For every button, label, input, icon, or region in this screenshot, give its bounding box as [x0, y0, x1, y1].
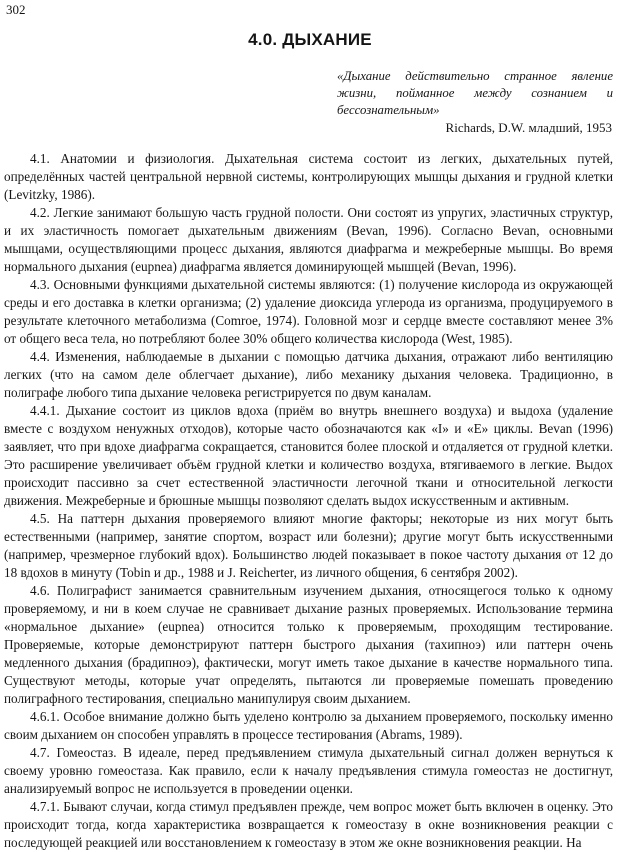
paragraph: 4.6. Полиграфист занимается сравнительным изучением дыхания, относящегося только к одному проверяемому, и ни в коем случае не сравнивает дыхание разных проверяемых. Использование термина «нормальное дыхание» (eupnea) относится только к проверяемым, проходящим тестирование. Проверяемые, которые демонстрируют паттерн быстрого дыхания (тахипноэ) или паттерн очень медленного дыхания (брадипноэ), фактически, могут иметь такое дыхание в качестве нормального типа. Существуют методы, которые учат определять, пытаются ли проверяемые помешать проведению полиграфного тестирования, специально манипулируя своим дыханием. — [4, 583, 613, 706]
paragraph: 4.3. Основными функциями дыхательной системы являются: (1) получение кислорода из окружающей среды и его доставка в клетки организма; (2) удаление диоксида углерода из организма, продуцируемого в результате клеточного метаболизма (Comroe, 1974). Головной мозг и сердце вместе составляют менее 3% от общего веса тела, но потребляют более 30% общего количества кислорода (West, 1985). — [4, 277, 613, 346]
paragraph: 4.4.1. Дыхание состоит из циклов вдоха (приём во внутрь внешнего воздуха) и выдоха (удаление вместе с воздухом ненужных отходов), которые часто обозначаются как «I» и «E» циклы. Bevan (1996) заявляет, что при вдохе диафрагма сокращается, становится более плоской и отдаляется от грудной клетки. Это расширение увеличивает объём грудной клетки и количество воздуха, втягиваемого в легкие. Выдох происходит пассивно за счет естественной эластичности легочной ткани и относительной легкости движения. Межреберные и брюшные мышцы позволяют сделать выдох искусственным и активным. — [4, 403, 613, 508]
paragraph: 4.5. На паттерн дыхания проверяемого влияют многие факторы; некоторые из них могут быть естественными (например, занятие спортом, возраст или болезни); другие могут быть искусственными (например, чрезмерное глубокий вдох). Большинство людей показывает в покое частоту дыхания от 12 до 18 вдохов в минуту (Tobin и др., 1988 и J. Reicherter, из личного общения, 6 сентября 2002). — [4, 511, 613, 580]
paragraph: 4.7. Гомеостаз. В идеале, перед предъявлением стимула дыхательный сигнал должен вернуться к своему уровню гомеостаза. Как правило, если к началу предъявления стимула гомеостаз не достигнут, анализируемый вопрос не используется в проведении оценки. — [4, 745, 613, 796]
epigraph-quote: «Дыхание действительно странное явление жизни, пойманное между сознанием и бессознательным» — [337, 69, 613, 117]
paragraph: 4.7.1. Бывают случаи, когда стимул предъявлен прежде, чем вопрос может быть включен в оценку. Это происходит тогда, когда характеристика возвращается к гомеостазу в окне возникновения реакции с последующей реакцией или восстановлением к гомеостазу в этом же окне возникновения реакции. На — [4, 799, 613, 850]
chapter-title: 4.0. ДЫХАНИЕ — [248, 30, 372, 49]
page-number: 302 — [6, 2, 26, 17]
paragraph: 4.2. Легкие занимают большую часть грудной полости. Они состоят из упругих, эластичных структур, и их эластичность помогает дыхательным движениям (Bevan, 1996). Согласно Bevan, основными мышцами, осуществляющими процесс дыхания, являются диафрагма и межреберные мышцы. Во время нормального дыхания (eupnea) диафрагма является доминирующей мышцей (Bevan, 1996). — [4, 205, 613, 274]
body-text — [4, 150, 613, 852]
paragraph: 4.6.1. Особое внимание должно быть уделено контролю за дыханием проверяемого, поскольку именно своим дыханием он способен управлять в процессе тестирования (Abrams, 1989). — [4, 709, 613, 742]
epigraph-attribution: Richards, D.W. младший, 1953 — [445, 120, 612, 135]
paragraph: 4.1. Анатомии и физиология. Дыхательная система состоит из легких, дыхательных путей, определённых частей центральной нервной системы, контролирующих мышцы дыхания и грудной клетки (Levitzky, 1986). — [4, 151, 613, 202]
paragraph: 4.4. Изменения, наблюдаемые в дыхании с помощью датчика дыхания, отражают либо вентиляцию легких (что на самом деле облегчает дыхание), либо механику дыхания человека. Традиционно, в полиграфе любого типа дыхание человека регистрируется по двум каналам. — [4, 349, 613, 400]
